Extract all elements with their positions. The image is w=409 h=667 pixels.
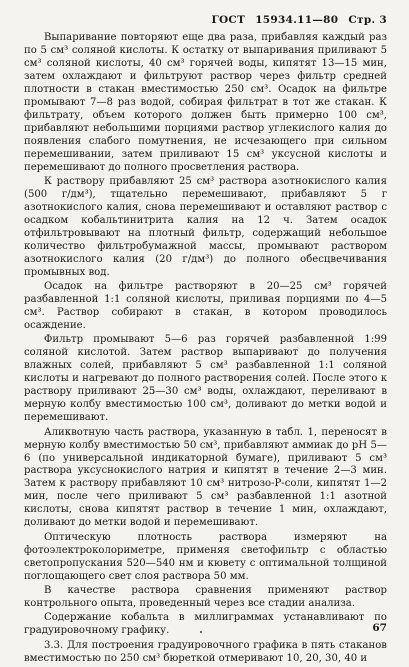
- header-standard: ГОСТ: [211, 14, 246, 26]
- header-page-label: Стр. 3: [348, 14, 387, 26]
- document-body: [24, 32, 387, 667]
- paragraph: Осадок на фильтре растворяют в 20—25 см³ горячей разбавленной 1:1 соляной кислоты, приливая порциями по 4—5 см³. Раствор собирают в стакан, в котором проводилось осаждение.: [24, 281, 387, 331]
- paragraph: Выпаривание повторяют еще два раза, прибавляя каждый раз по 5 см³ соляной кислоты. К остатку от выпаривания приливают 5 см³ соляной кислоты, 40 см³ горячей воды, кипятят 13—15 мин, затем охлаждают и фильтруют раствор через фильтр средней плотности в стакан вместимостью 250 см³. Осадок на фильтре промывают 7—8 раз водой, собирая фильтрат в тот же стакан. К фильтрату, объем которого должен быть примерно 100 см³, прибавляют небольшими порциями раствор углекислого калия до появления слабого помутнения, не исчезающего при сильном перемешивании, затем приливают 15 см³ уксусной кислоты и перемешивают до полного просветления раствора.: [24, 32, 387, 173]
- scan-artifact-dot: [200, 631, 202, 633]
- paragraph: К раствору прибавляют 25 см³ раствора азотнокислого калия (500 г/дм³), тщательно перемешивают, прибавляют 5 г азотнокислого калия, снова перемешивают и оставляют раствор с осадком кобальтинитрита калия на 12 ч. Затем осадок отфильтровывают на плотный фильтр, содержащий небольшое количество фильтробумажной массы, промывают раствором азотнокислого калия (20 г/дм³) до полного обесцвечивания промывных вод.: [24, 175, 387, 278]
- header-number: 15934.11—80: [255, 14, 339, 26]
- paragraph: 3.3. Для построения градуировочного графика в пять стаканов вместимостью по 250 см³ бюреткой отмеривают 10, 20, 30, 40 и: [24, 639, 387, 664]
- page-header: [205, 14, 387, 26]
- paragraph: В качестве раствора сравнения применяют раствор контрольного опыта, проведенный через все стадии анализа.: [24, 585, 387, 609]
- page-number: 67: [372, 622, 387, 634]
- paragraph: Оптическую плотность раствора измеряют на фотоэлектроколориметре, применяя светофильтр с областью светопропускания 520—540 нм и кювету с оптимальной толщиной поглощающего свет слоя раствора 50 мм.: [24, 531, 387, 582]
- paragraph: Аликвотную часть раствора, указанную в табл. 1, переносят в мерную колбу вместимостью 50 см³, прибавляют аммиак до pH 5—6 (по универсальной индикаторной бумаге), приливают 5 см³ раствора уксуснокислого натрия и кипятят в течение 2—3 мин. Затем к раствору прибавляют 10 см³ нитрозо-Р-соли, кипятят 1—2 мин, после чего приливают 5 см³ разбавленной 1:1 азотной кислоты, снова кипятят раствор в течение 1 мин, охлаждают, доливают до метки водой и перемешивают.: [24, 426, 387, 529]
- paragraph: Содержание кобальта в миллиграммах устанавливают по градуировочному графику.: [24, 612, 387, 637]
- paragraph: Фильтр промывают 5—6 раз горячей разбавленной 1:99 соляной кислотой. Затем раствор выпаривают до получения влажных солей, прибавляют 5 см³ разбавленной 1:1 соляной кислоты и нагревают до полного растворения солей. После этого к раствору приливают 25—30 см³ воды, охлаждают, переливают в мерную колбу вместимостью 100 см³, доливают до метки водой и перемешивают.: [24, 334, 387, 424]
